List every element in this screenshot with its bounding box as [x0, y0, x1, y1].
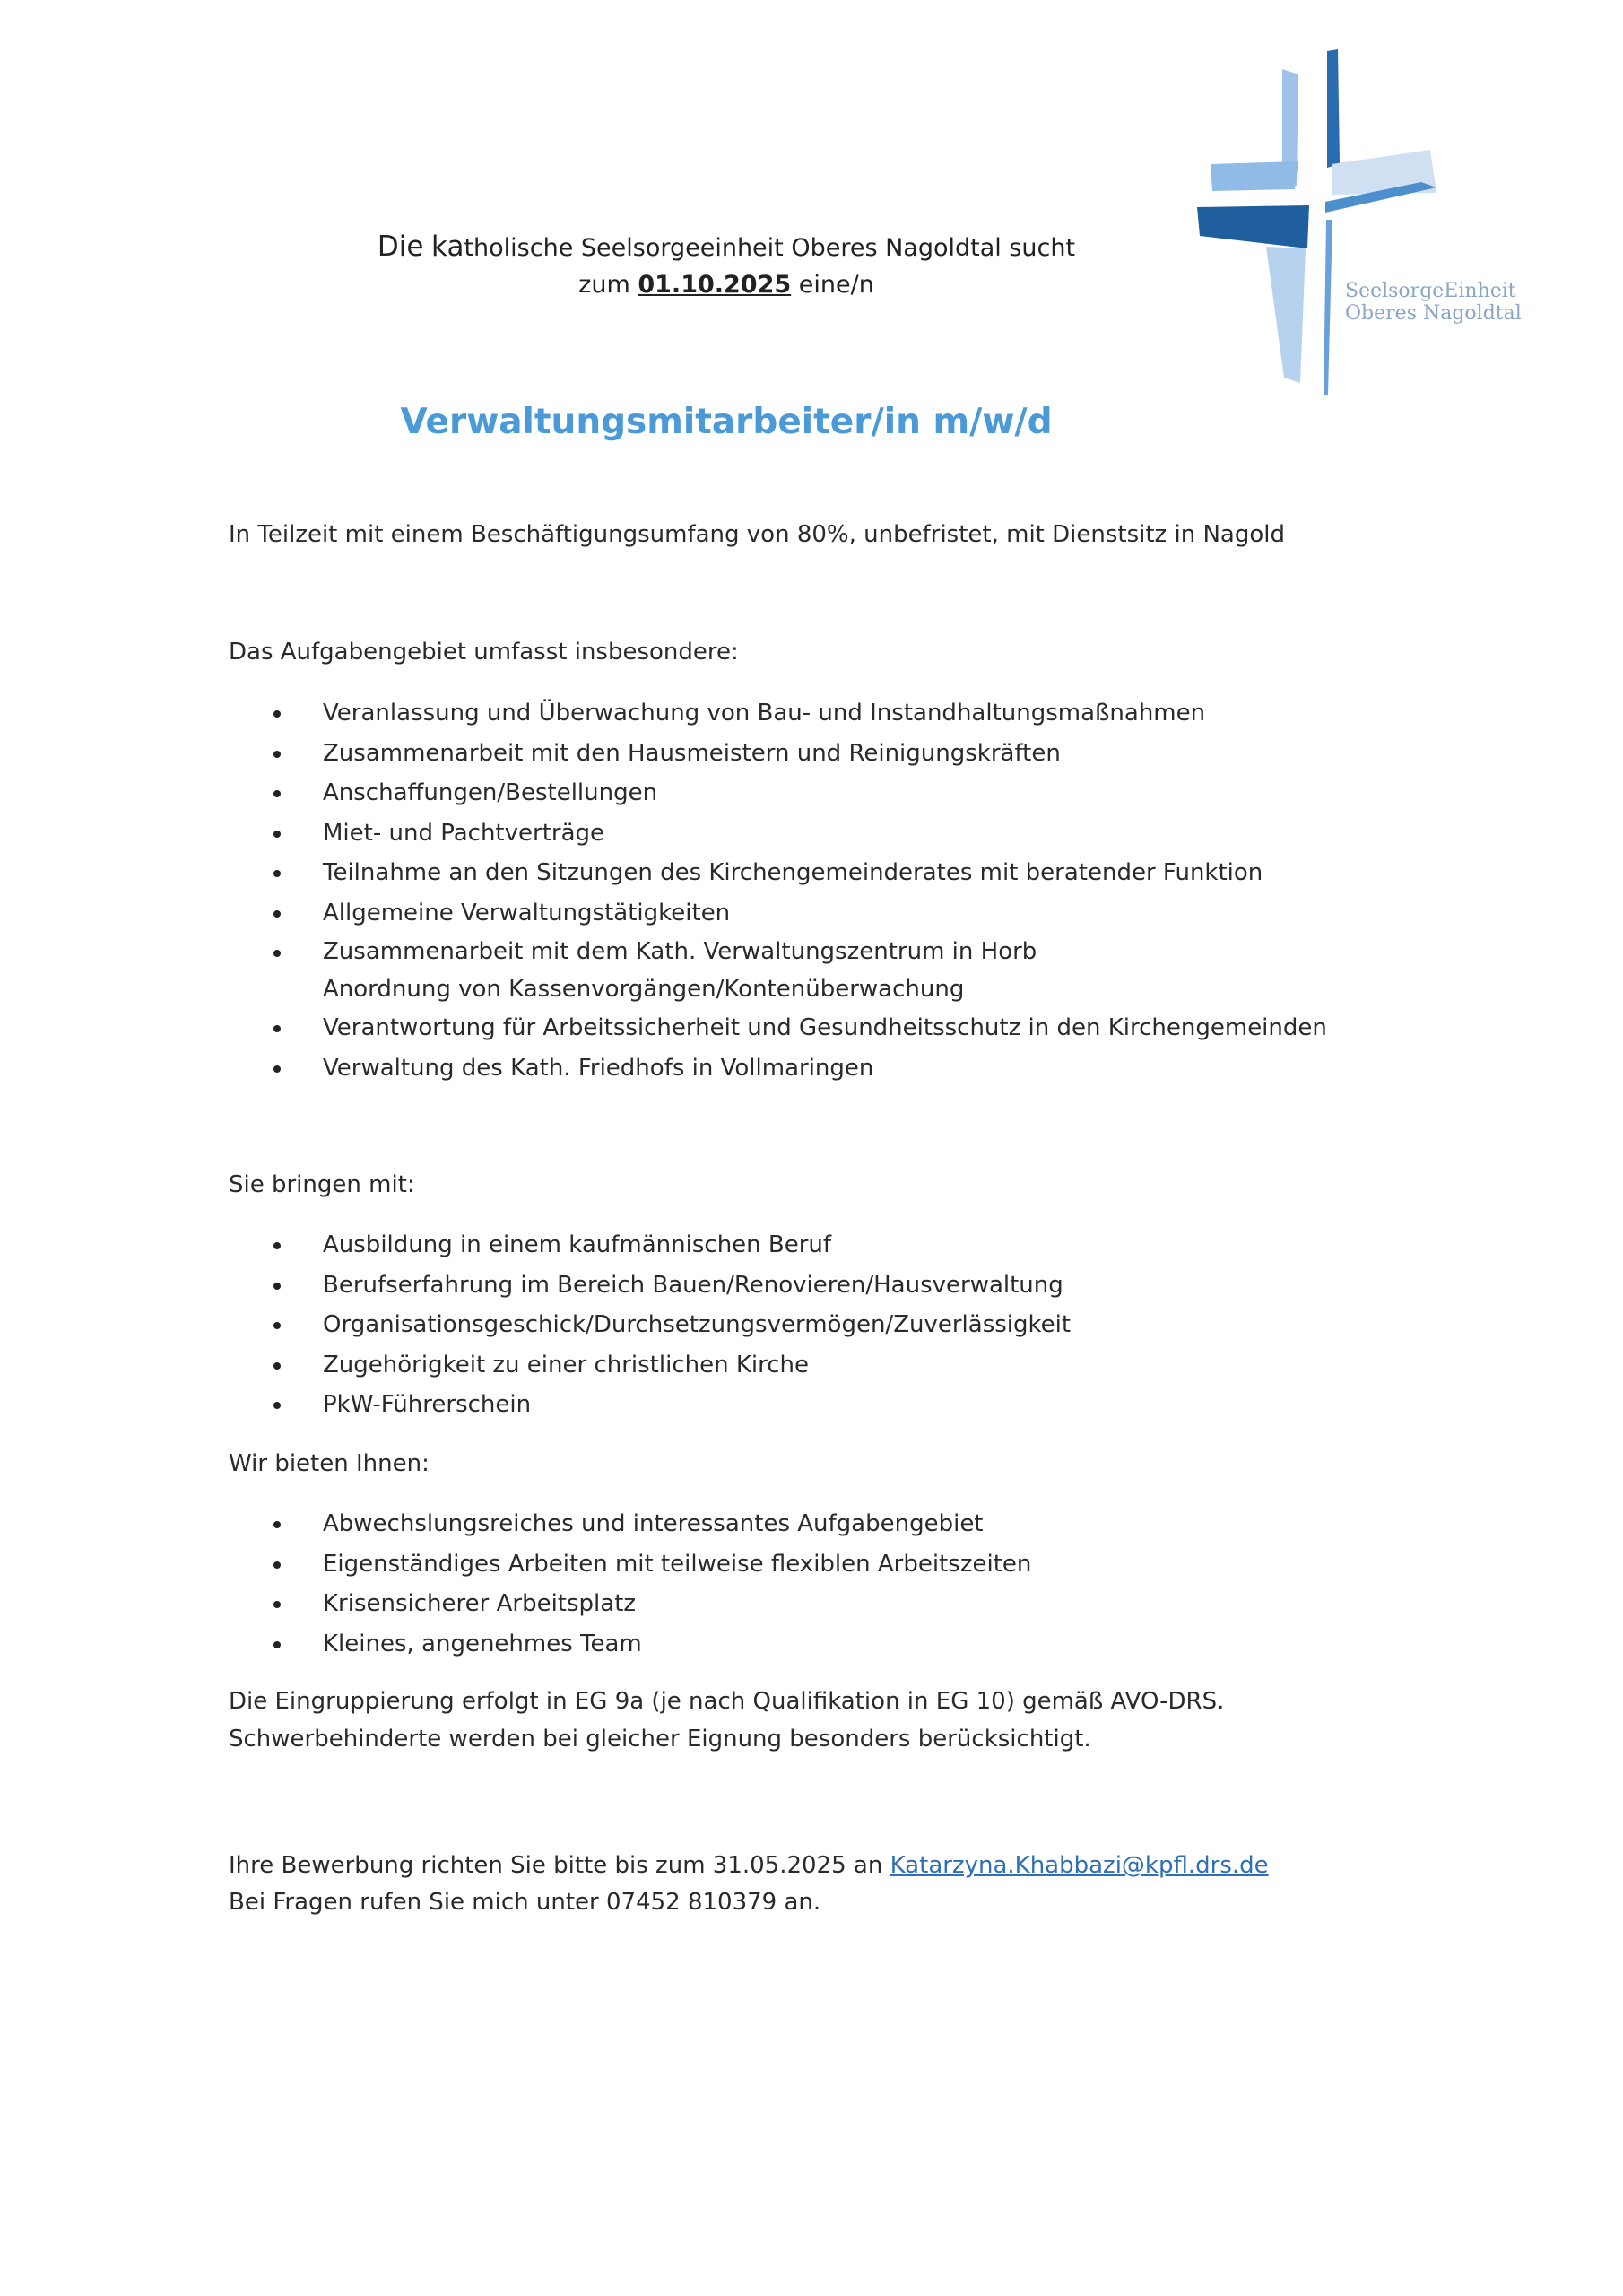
intro-ka: ka — [431, 230, 464, 263]
contact-phone-line: Bei Fragen rufen Sie mich unter 07452 810379 an. — [229, 1889, 821, 1916]
list-item: Zusammenarbeit mit den Hausmeistern und Reinigungskräften — [229, 734, 1327, 774]
list-item: Verantwortung für Arbeitssicherheit und Gesundheitsschutz in den Kirchengemeinden — [229, 1008, 1327, 1048]
requirements-heading: Sie bringen mit: — [229, 1171, 415, 1198]
list-item: Kleines, angenehmes Team — [229, 1624, 1031, 1665]
logo-shape-light-left — [1211, 161, 1298, 191]
intro-die: Die — [377, 230, 424, 263]
logo-shape-thin-stroke — [1324, 220, 1332, 395]
requirements-list — [229, 1225, 1071, 1425]
tasks-list — [229, 693, 1327, 1088]
email-link[interactable]: Katarzyna.Khabbazi@kpfl.drs.de — [890, 1852, 1269, 1879]
logo-shape-dark-bar — [1197, 205, 1309, 248]
logo-caption — [1345, 280, 1522, 325]
logo-caption-line1: SeelsorgeEinheit — [1345, 280, 1516, 302]
job-title: Verwaltungsmitarbeiter/in m/w/d — [400, 402, 1053, 442]
intro-line2 — [296, 266, 1157, 303]
intro-line1-rest: tholische Seelsorgeeinheit Oberes Nagoldtal sucht — [464, 234, 1076, 262]
logo-caption-line2: Oberes Nagoldtal — [1345, 302, 1522, 325]
list-item: Berufserfahrung im Bereich Bauen/Renovieren/Hausverwaltung — [229, 1265, 1071, 1306]
list-item: Miet- und Pachtverträge — [229, 813, 1327, 854]
list-item: Eigenständiges Arbeiten mit teilweise flexiblen Arbeitszeiten — [229, 1544, 1031, 1585]
start-date: 01.10.2025 — [638, 271, 792, 299]
employment-details: In Teilzeit mit einem Beschäftigungsumfang von 80%, unbefristet, mit Dienstsitz in Nagold — [229, 521, 1285, 548]
logo-shape-light-bottom — [1266, 247, 1306, 383]
list-item: Teilnahme an den Sitzungen des Kirchengemeinderates mit beratender Funktion — [229, 853, 1327, 893]
intro — [296, 229, 1157, 303]
list-item: Organisationsgeschick/Durchsetzungsvermögen/Zuverlässigkeit — [229, 1305, 1071, 1345]
list-item: Ausbildung in einem kaufmännischen Beruf — [229, 1225, 1071, 1265]
offer-heading: Wir bieten Ihnen: — [229, 1450, 430, 1477]
disability-note: Schwerbehinderte werden bei gleicher Eignung besonders berücksichtigt. — [229, 1726, 1091, 1752]
intro-zum: zum — [578, 271, 630, 299]
seelsorgeeinheit-logo — [1184, 49, 1524, 408]
list-item: Krisensicherer Arbeitsplatz — [229, 1584, 1031, 1624]
logo-shape-dark-top — [1327, 49, 1340, 168]
list-item: PkW-Führerschein — [229, 1385, 1071, 1425]
list-item-continuation: Anordnung von Kassenvorgängen/Kontenüberwachung — [323, 976, 965, 1003]
application-line — [229, 1847, 1269, 1884]
pay-grade-text: Die Eingruppierung erfolgt in EG 9a (je nach Qualifikation in EG 10) gemäß AVO-DRS. — [229, 1688, 1225, 1715]
list-item: Zusammenarbeit mit dem Kath. Verwaltungszentrum in Horb — [229, 933, 1327, 970]
intro-line1 — [296, 229, 1157, 266]
tasks-heading: Das Aufgabengebiet umfasst insbesondere: — [229, 639, 739, 665]
list-item: Zugehörigkeit zu einer christlichen Kirche — [229, 1345, 1071, 1386]
list-item: Allgemeine Verwaltungstätigkeiten — [229, 893, 1327, 934]
list-item: Verwaltung des Kath. Friedhofs in Vollmaringen — [229, 1048, 1327, 1089]
intro-line2-end: eine/n — [798, 271, 874, 299]
application-text: Ihre Bewerbung richten Sie bitte bis zum 31.05.2025 an — [229, 1852, 883, 1879]
list-item: Anschaffungen/Bestellungen — [229, 773, 1327, 813]
list-item: Abwechslungsreiches und interessantes Aufgabengebiet — [229, 1504, 1031, 1544]
offer-list — [229, 1504, 1031, 1664]
list-item: Veranlassung und Überwachung von Bau- und Instandhaltungsmaßnahmen — [229, 693, 1327, 734]
